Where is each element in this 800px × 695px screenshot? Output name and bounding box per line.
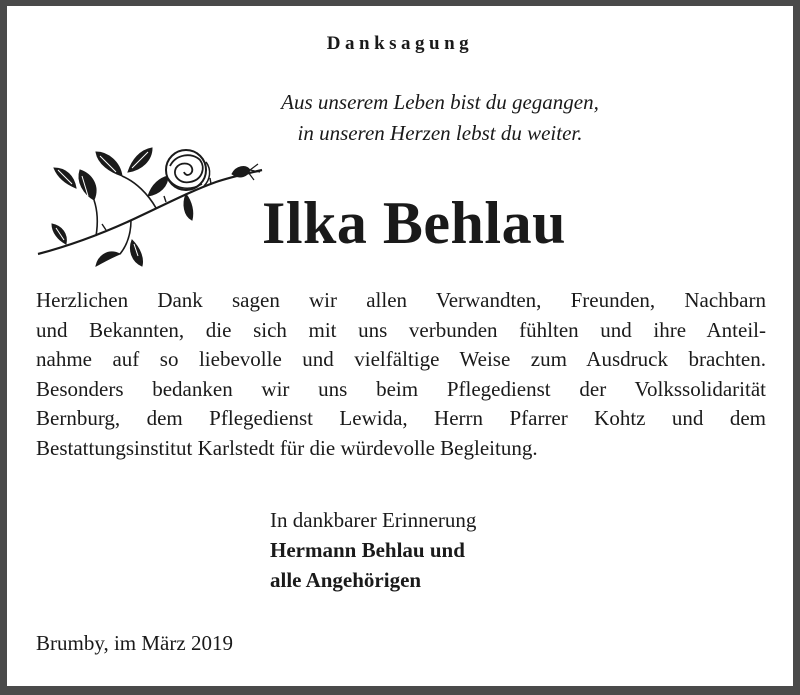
- body-line-4: Besonders bedanken wir uns beim Pflegedienst der Volkssolidarität: [36, 377, 766, 401]
- notice-heading: Danksagung: [326, 33, 474, 54]
- signature-intro: In dankbarer Erinnerung: [270, 508, 477, 532]
- signature-line-2: alle Angehörigen: [270, 568, 422, 592]
- signature-line-1: Hermann Behlau und: [270, 538, 465, 562]
- body-line-3: nahme auf so liebevolle und vielfältige Weise zum Ausdruck brachten.: [36, 347, 766, 371]
- body-line-1: Herzlichen Dank sagen wir allen Verwandten, Freunden, Nachbarn: [36, 288, 766, 312]
- motto-line-1: Aus unserem Leben bist du gegangen,: [281, 90, 599, 114]
- body-line-6: Bestattungsinstitut Karlstedt für die würdevolle Begleitung.: [36, 436, 538, 460]
- motto-line-2: in unseren Herzen lebst du weiter.: [297, 121, 583, 145]
- rose-branch-icon: [36, 136, 268, 268]
- place-date: Brumby, im März 2019: [36, 631, 233, 655]
- deceased-name: Ilka Behlau: [262, 190, 566, 256]
- body-line-5: Bernburg, dem Pflegedienst Lewida, Herrn Pfarrer Kohtz und dem: [36, 406, 766, 430]
- body-line-2: und Bekannten, die sich mit uns verbunden fühlten und ihre Anteil-: [36, 318, 766, 342]
